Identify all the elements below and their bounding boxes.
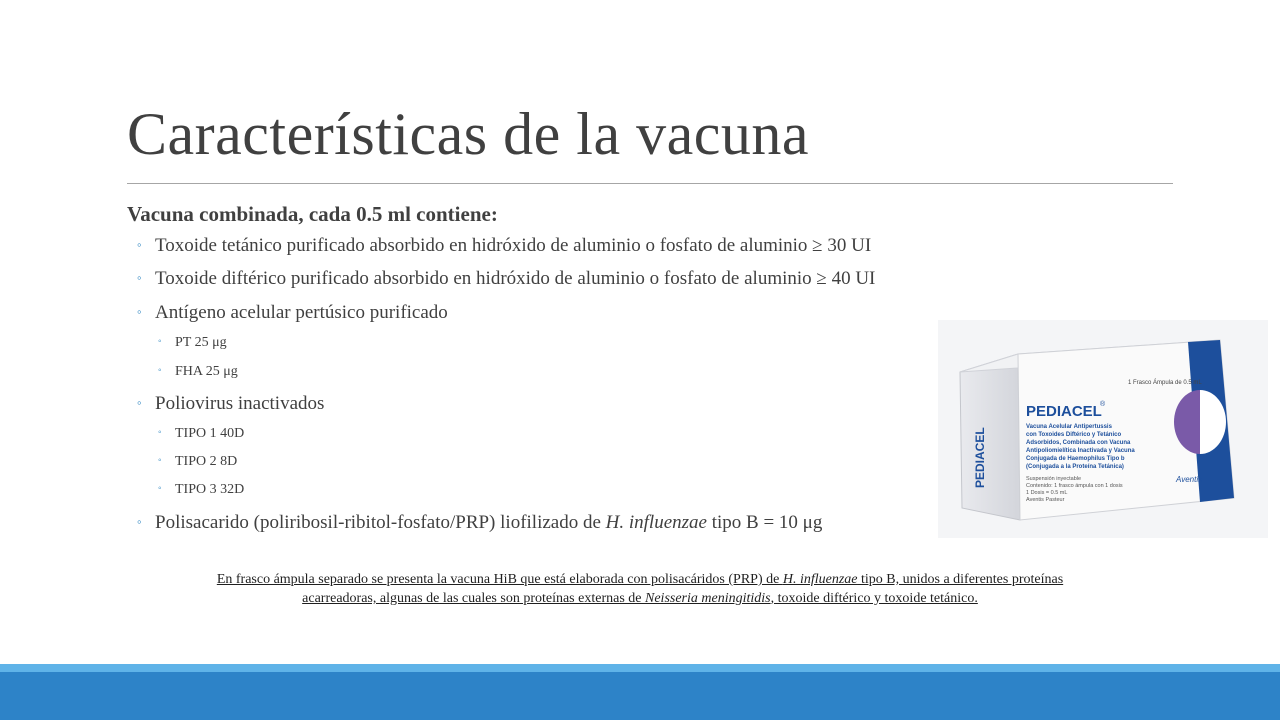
footnote-italic: Neisseria meningitidis [645, 591, 771, 606]
box-corner-label: 1 Frasco Ámpula de 0.5 mL [1128, 380, 1202, 386]
bullet-item [137, 268, 875, 290]
bullet-item [137, 235, 871, 257]
bullet-marker: ◦ [158, 336, 162, 347]
footnote-text: , toxoide diftérico y toxoide tetánico. [770, 591, 978, 606]
box-side-brand: PEDIACEL [973, 427, 987, 488]
box-small-text: 1 Dosis = 0.5 mL [1026, 490, 1068, 496]
box-small-text: Suspensión inyectable [1026, 476, 1082, 482]
box-description-line: Antipoliomielítica Inactivada y Vacuna [1026, 448, 1135, 454]
bullet-marker: ◦ [137, 237, 142, 252]
bullet-text: FHA 25 μg [175, 364, 238, 379]
bullet-text: Poliovirus inactivados [155, 393, 325, 414]
sub-bullet-item [158, 454, 237, 470]
slide-title: Características de la vacuna [127, 101, 809, 167]
bullet-marker: ◦ [158, 483, 162, 494]
bullet-text: TIPO 2 8D [175, 454, 238, 469]
bullet-marker: ◦ [137, 270, 142, 285]
vaccine-box-illustration [938, 320, 1268, 538]
box-description-line: Adsorbidos, Combinada con Vacuna [1026, 440, 1131, 446]
footer-bar [0, 664, 1280, 720]
bullet-item [137, 393, 324, 415]
pediacel-box-photo [938, 320, 1268, 538]
bullet-item [137, 302, 448, 324]
box-description-line: Conjugada de Haemophilus Tipo b [1026, 456, 1125, 462]
bullet-text: Polisacarido (poliribosil-ribitol-fosfato/PRP) liofilizado de [155, 512, 606, 533]
bullet-item [137, 512, 822, 534]
box-description-line: Vacuna Acelular Antipertussis [1026, 424, 1112, 430]
bullet-marker: ◦ [158, 455, 162, 466]
footer-accent-strip [0, 664, 1280, 672]
bullet-text: TIPO 1 40D [175, 426, 245, 441]
box-small-text: Aventis Pasteur [1026, 497, 1065, 503]
box-description-line: (Conjugada a la Proteína Tetánica) [1026, 464, 1124, 470]
footnote [180, 570, 1100, 608]
bullet-marker: ◦ [137, 395, 142, 410]
title-divider [127, 183, 1173, 184]
box-description-line: con Toxoides Diftérico y Tetánico [1026, 432, 1122, 438]
bullet-text: tipo B = 10 μg [706, 512, 823, 533]
footnote-italic: H. influenzae [782, 572, 858, 587]
sub-bullet-item [158, 482, 244, 498]
sub-bullet-item [158, 335, 227, 351]
footnote-text: En frasco ámpula separado se presenta la vacuna HiB que está elaborada con polisacáridos (PRP) de [216, 572, 783, 587]
content-heading: Vacuna combinada, cada 0.5 ml contiene: [127, 202, 498, 226]
bullet-marker: ◦ [137, 514, 142, 529]
box-brand: PEDIACEL [1026, 403, 1102, 420]
bullet-marker: ◦ [137, 304, 142, 319]
box-registered-mark: ® [1100, 401, 1106, 408]
bullet-marker: ◦ [158, 365, 162, 376]
bullet-text: PT 25 μg [175, 335, 227, 350]
bullet-text-italic: H. influenzae [605, 512, 707, 533]
bullet-marker: ◦ [158, 427, 162, 438]
bullet-text: Toxoide diftérico purificado absorbido en hidróxido de aluminio o fosfato de aluminio ≥ 40 UI [155, 268, 876, 289]
box-small-text: Contenido: 1 frasco ámpula con 1 dosis [1026, 483, 1123, 489]
bullet-text: Antígeno acelular pertúsico purificado [155, 302, 448, 323]
footnote-text: tipo B, unidos a diferentes proteínas acarreadoras, algunas de las cuales son proteínas externas de [302, 572, 1064, 606]
bullet-text: Toxoide tetánico purificado absorbido en hidróxido de aluminio o fosfato de aluminio ≥ 30 UI [155, 235, 872, 256]
box-maker-logo: Aventis [1176, 475, 1203, 484]
sub-bullet-item [158, 426, 244, 442]
sub-bullet-item [158, 364, 238, 380]
bullet-text: TIPO 3 32D [175, 482, 245, 497]
